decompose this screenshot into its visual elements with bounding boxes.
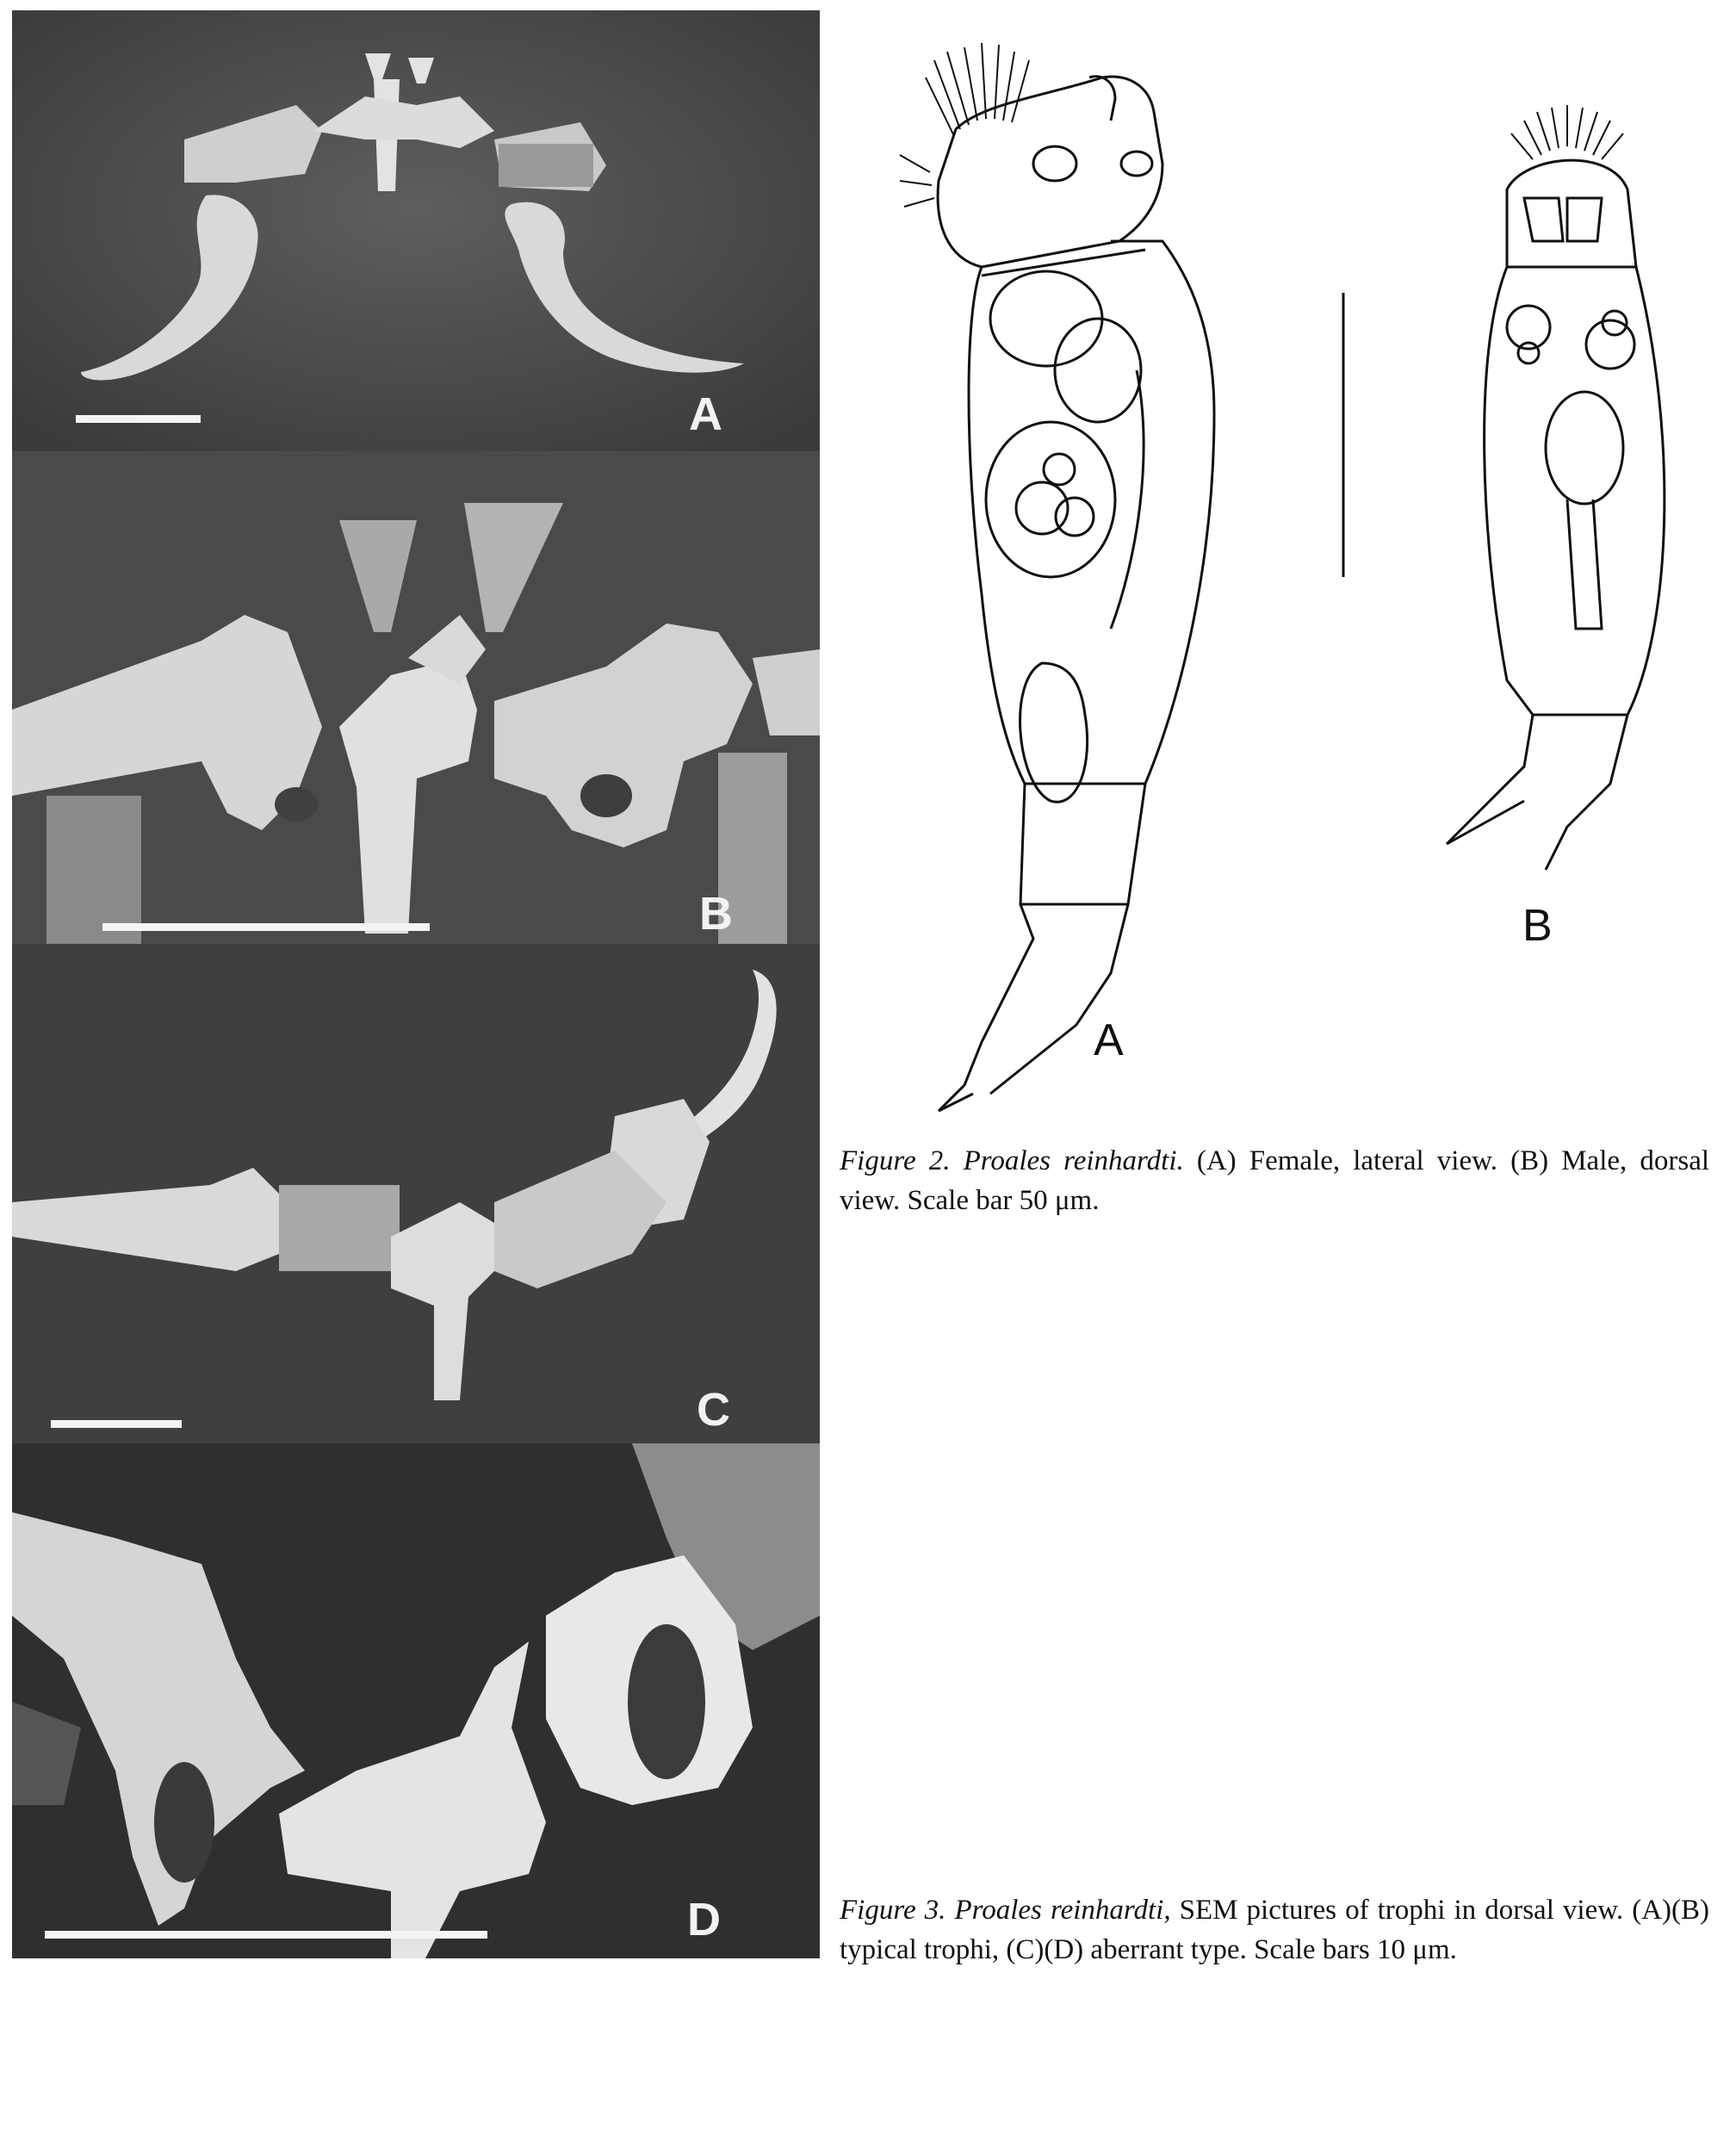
scale-bar-c [51,1420,182,1428]
sem-panel-a [12,10,820,451]
scale-bar-b [102,923,430,931]
drawing-label-female: A [1094,1015,1124,1065]
sem-panel-c [12,944,820,1443]
figure-3-text: SEM pictures of trophi in dorsal view. (A)(B) typical trophi, (C)(D) aberrant type. Scale bars 10 μm. [840,1895,1710,1965]
drawing-label-male: B [1522,901,1553,951]
panel-label-d: D [687,1894,721,1945]
figure-2-caption [840,1141,1709,1220]
figure-2-text: (A) Female, lateral view. (B) Male, dorsal view. Scale bar 50 μm. [840,1145,1710,1216]
scale-bar-a [76,415,201,423]
figure-2-species: Proales reinhardti. [963,1145,1184,1176]
figure-3-caption [840,1890,1709,1970]
figure-2-label: Figure 2. [840,1145,951,1176]
figure-3-label: Figure 3. [840,1895,946,1926]
scale-bar-d [45,1931,487,1939]
panel-label-b: B [699,888,733,940]
figure-3-species: Proales reinhardti, [954,1895,1171,1926]
sem-panel-b [12,451,820,944]
sem-figure [12,10,820,1965]
sem-panel-d [12,1443,820,1958]
male-rotifer-dorsal [1447,105,1665,870]
female-rotifer-lateral [900,43,1214,1111]
panel-label-a: A [689,388,722,440]
rotifer-drawing [852,26,1731,1137]
panel-label-c: C [697,1384,730,1436]
